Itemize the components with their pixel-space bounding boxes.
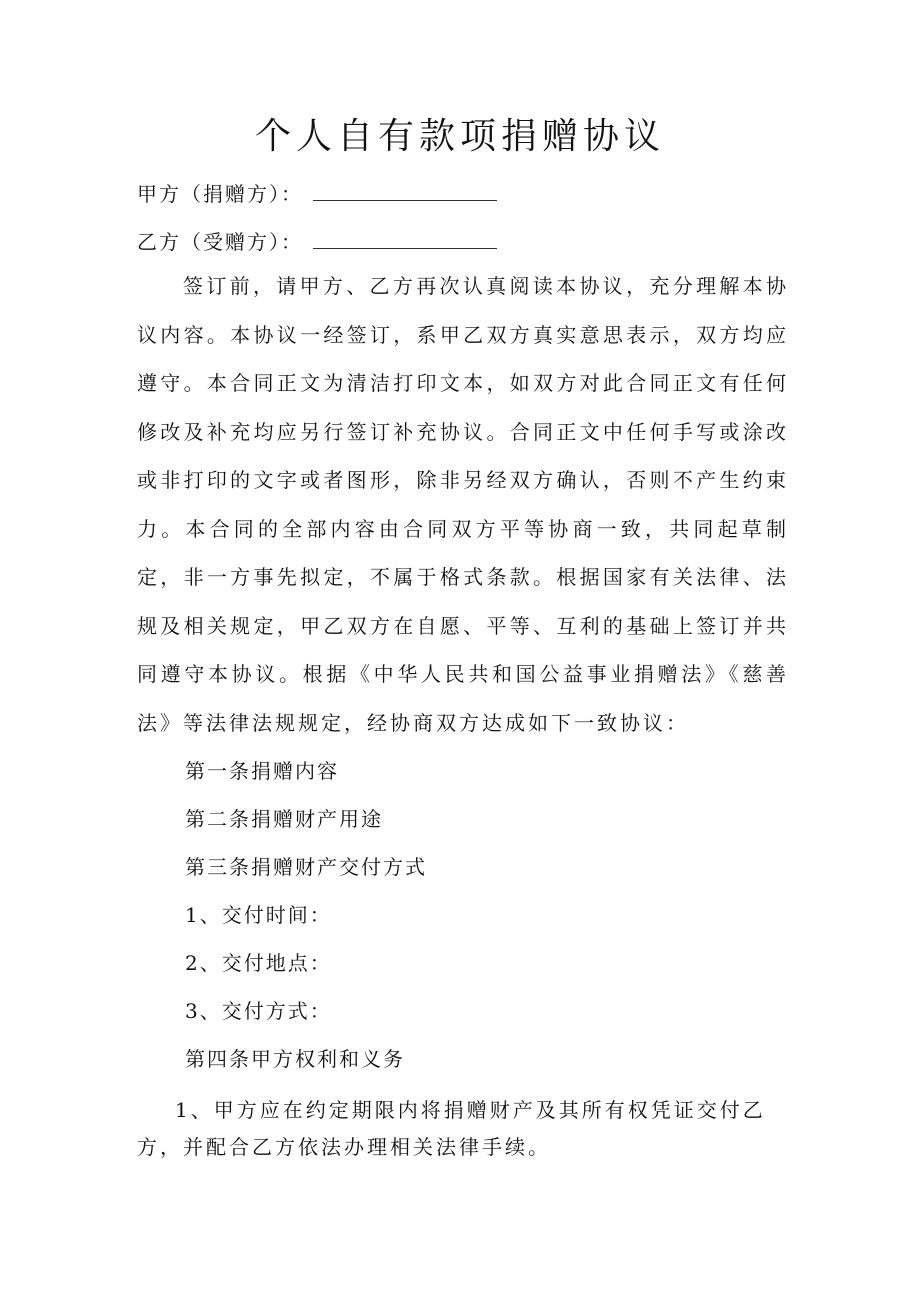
article-4-item-1: 1、甲方应在约定期限内将捐赠财产及其所有权凭证交付乙方，并配合乙方依法办理相关法律手续。: [137, 1098, 766, 1159]
party-a-label: 甲方（捐赠方）：: [137, 182, 303, 206]
delivery-place-line: 2、交付地点：: [185, 951, 332, 975]
article-2-heading: 第二条捐赠财产用途: [185, 807, 383, 831]
preamble-paragraph: 签订前，请甲方、乙方再次认真阅读本协议，充分理解本协议内容。本协议一经签订，系甲乙双方真实意思表示，双方均应遵守。本合同正文为清洁打印文本，如双方对此合同正文有任何修改及补充均应另行签订补充协议。合同正文中任何手写或涂改或非打印的文字或者图形，除非另经双方确认，否则不产生约束力。本合同的全部内容由合同双方平等协商一致，共同起草制定，非一方事先拟定，不属于格式条款。根据国家有关法律、法规及相关规定，甲乙双方在自愿、平等、互利的基础上签订并共同遵守本协议。根据《中华人民共和国公益事业捐赠法》《慈善法》等法律法规规定，经协商双方达成如下一致协议：: [137, 274, 789, 735]
article-1-heading: 第一条捐赠内容: [185, 759, 339, 783]
article-4-heading: 第四条甲方权利和义务: [185, 1047, 405, 1071]
party-a-blank: [313, 178, 497, 201]
article-3-heading: 第三条捐赠财产交付方式: [185, 855, 427, 879]
delivery-time-line: 1、交付时间：: [185, 903, 332, 927]
party-b-line: [137, 226, 497, 257]
party-b-label: 乙方（受赠方）：: [137, 230, 303, 254]
party-b-blank: [313, 226, 497, 249]
delivery-method-line: 3、交付方式：: [185, 999, 332, 1023]
document-title: 个人自有款项捐赠协议: [254, 116, 665, 157]
party-a-line: [137, 178, 497, 209]
